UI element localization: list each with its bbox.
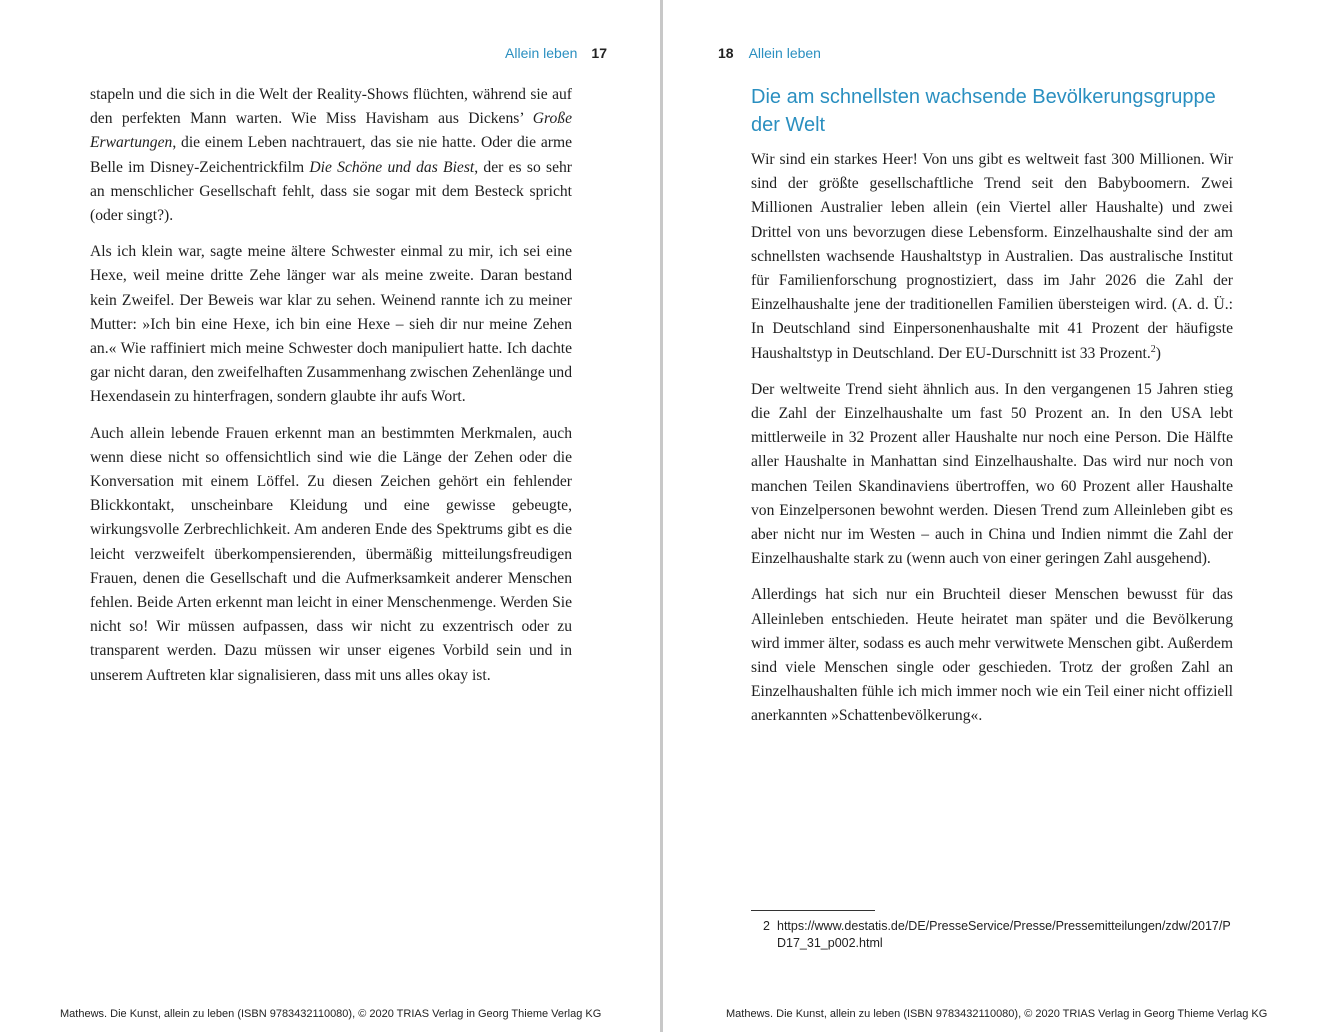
paragraph: Der weltweite Trend sieht ähnlich aus. In den vergangenen 15 Jahren stieg die Zahl der Einzelhaushalte um fast 50 Prozent an. In den USA lebt mittlerweile in 32 Prozent aller Haushalte nur noch eine Person. Die Hälfte aller Haushalte in Manhattan sind Einzelhaushalte. Das wird nur noch von manchen Teilen Skandinaviens übertroffen, wo 60 Prozent aller Haushalte von Einzelpersonen bewohnt werden. Diesen Trend zum Alleinleben gibt es aber nicht nur im Westen – auch in China und Indien nimmt die Zahl der Einzelhaushalte stark zu (wenn auch von einer geringen Zahl ausgehend). [751, 380, 1233, 568]
running-title: Allein leben [505, 45, 578, 61]
page-number: 17 [591, 45, 607, 61]
paragraph [90, 83, 572, 228]
paragraph: Auch allein lebende Frauen erkennt man an bestimmten Merkmalen, auch wenn diese nicht so offensichtlich sind wie die Länge der Zehen oder die Konversation mit einem Löffel. Zu diesen Zeichen gehört ein fehlender Blickkontakt, unscheinbare Kleidung und eine gewisse gebeugte, wirkungsvolle Zerbrechlichkeit. Am anderen Ende des Spektrums gibt es die leicht verzweifelt überkompensierenden, übermäßig mitteilungsfreudigen Frauen, denen die Gesellschaft und die Aufmerksamkeit anderer Menschen fehlen. Beide Arten erkennt man leicht in einer Menschenmenge. Werden Sie nicht so! Wir müssen aufpassen, dass wir nicht zu exzentrisch oder zu transparent werden. Dazu müssen wir unser eigenes Vorbild sein und in unserem Auftreten klar signalisieren, dass mit uns alles okay ist. [90, 424, 572, 684]
running-title: Allein leben [748, 45, 821, 61]
page-number: 18 [718, 45, 734, 61]
paragraph-text: Wir sind ein starkes Heer! Von uns gibt es weltweit fast 300 Millionen. Wir sind der größte gesellschaftliche Trend seit den Babyboomern. Zwei Millionen Australier leben allein (ein Viertel aller Haushalte) und zwei Drittel von uns bevorzugen diese Lebensform. Einzelhaushalte sind der am schnellsten wachsende Haushaltstyp in Australien. Das australische Institut für Familienforschung prognostiziert, dass im Jahr 2026 die Zahl der Einzelhaushalte jene der traditionellen Familien übersteigen wird. (A. d. Ü.: In Deutschland sind Einpersonenhaushalte mit 41 Prozent der häufigste Haushaltstyp in Deutschland. Der EU-Durschnitt ist 33 Prozent. [751, 151, 1233, 362]
film-title: Die Schöne und das Biest [309, 158, 475, 176]
footnote-reference[interactable]: 2 [1150, 343, 1156, 355]
imprint: Mathews. Die Kunst, allein zu leben (ISBN 9783432110080), © 2020 TRIAS Verlag in Georg Thieme Verlag KG [726, 1008, 1268, 1020]
paragraph-text: stapeln und die sich in die Welt der Reality-Shows flüchten, während sie auf den perfekten Mann warten. Wie Miss Havisham aus Dickens’ [90, 86, 572, 128]
footnote [763, 918, 1243, 952]
paragraph [751, 148, 1233, 366]
paragraph: Allerdings hat sich nur ein Bruchteil dieser Menschen bewusst für das Alleinleben entschieden. Heute heiratet man später und die Bevölkerung wird immer älter, sodass es auch mehr verwitwete Menschen gibt. Außerdem sind viele Menschen single oder geschieden. Trotz der großen Zahl an Einzelhaushalten fühle ich mich immer noch wie ein Teil einer nicht offiziell anerkannten »Schattenbevölkerung«. [751, 586, 1233, 725]
body-text [90, 83, 572, 700]
imprint: Mathews. Die Kunst, allein zu leben (ISBN 9783432110080), © 2020 TRIAS Verlag in Georg Thieme Verlag KG [60, 1008, 602, 1020]
right-page [663, 0, 1317, 1032]
paragraph-text: , der es so sehr an menschlicher Gesellschaft fehlt, dass sie sogar mit dem Besteck spricht (oder singt?). [90, 158, 572, 225]
footnote-number: 2 [763, 919, 770, 933]
body-text [751, 148, 1233, 741]
footnote-link[interactable]: https://www.destatis.de/DE/PresseService/Presse/Pressemitteilungen/zdw/2017/PD17_31_p002.html [777, 919, 1231, 950]
section-heading: Die am schnellsten wachsende Bevölkerungsgruppe der Welt [751, 86, 1216, 136]
paragraph-text: ) [1155, 344, 1161, 362]
book-title: Große Erwartungen [90, 110, 572, 152]
paragraph-text: , die einem Leben nachtrauert, das sie nie hatte. Oder die arme Belle im Disney-Zeichentrickfilm [90, 134, 572, 176]
paragraph: Als ich klein war, sagte meine ältere Schwester einmal zu mir, ich sei eine Hexe, weil meine dritte Zehe länger war als meine zweite. Daran bestand kein Zweifel. Der Beweis war klar zu sehen. Weinend rannte ich zu meiner Mutter: »Ich bin eine Hexe, ich bin eine Hexe – sieh dir nur meine Zehen an.« Wie raffiniert mich meine Schwester doch manipuliert hatte. Ich dachte gar nicht daran, den zweifelhaften Zusammenhang zwischen Zehenlänge und Hexendasein zu hinterfragen, sondern glaubte ihr aufs Wort. [90, 243, 572, 406]
running-head [505, 44, 607, 62]
footnote-divider [751, 910, 875, 911]
running-head [718, 44, 821, 62]
